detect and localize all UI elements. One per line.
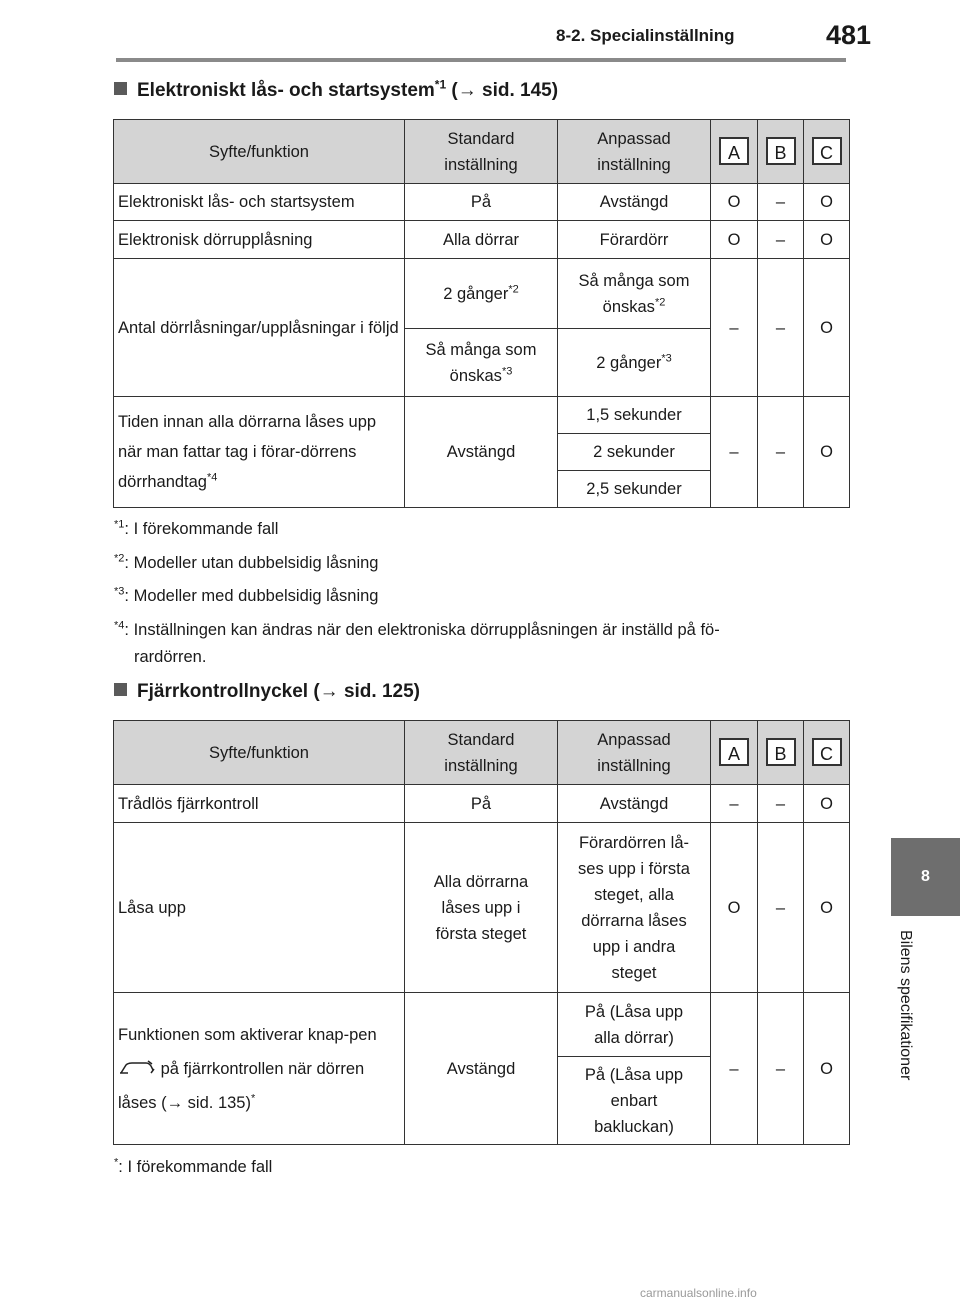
cell-b: – <box>758 993 804 1145</box>
chapter-tab <box>891 838 960 916</box>
col-c <box>804 120 850 184</box>
bullet-square-icon <box>114 683 127 696</box>
watermark: carmanualsonline.info <box>640 1286 757 1300</box>
badge-b: B <box>766 137 796 165</box>
table-row <box>114 823 850 993</box>
col-standard: Standard inställning <box>405 120 558 184</box>
cell-c: O <box>804 993 850 1145</box>
cell-purpose: Elektroniskt lås- och startsystem <box>114 184 405 221</box>
cell-b: – <box>758 397 804 508</box>
cell-standard: Alla dörrarna låses upp i första steget <box>405 823 558 993</box>
col-standard: Standard inställning <box>405 721 558 785</box>
badge-a: A <box>719 738 749 766</box>
bullet-square-icon <box>114 82 127 95</box>
table-row <box>114 993 850 1057</box>
cell-a: – <box>711 397 758 508</box>
cell-purpose: Tiden innan alla dörrarna låses upp när man fattar tag i förar-dörrens dörrhandtag$^{*4}$ <box>114 397 405 508</box>
cell-custom: Avstängd <box>558 184 711 221</box>
cell-b: – <box>758 259 804 397</box>
col-purpose: Syfte/funktion <box>114 120 405 184</box>
cell-purpose: Funktionen som aktiverar knap-pen på fjärrkontrollen när dörren låses (→ sid. 135)* <box>114 993 405 1145</box>
cell-c: O <box>804 397 850 508</box>
footnote: $^{*4}$: Inställningen kan ändras när den elektroniska dörrupplåsningen är inställd på fö- <box>114 619 720 639</box>
chapter-number: 8 <box>921 868 930 885</box>
cell-purpose: Trådlös fjärrkontroll <box>114 785 405 823</box>
footnote: $^{*2}$: Modeller utan dubbelsidig låsning <box>114 552 379 572</box>
table-row <box>114 184 850 221</box>
cell-standard: Avstängd <box>405 397 558 508</box>
cell-c: O <box>804 221 850 259</box>
table-row <box>114 221 850 259</box>
cell-custom: På (Låsa upp enbart bakluckan) <box>558 1057 711 1145</box>
cell-standard: På <box>405 184 558 221</box>
cell-custom: Så många som önskas$^{*2}$ <box>558 259 711 329</box>
cell-custom: Förardörren lå-ses upp i första steget, alla dörrarna låses upp i andra steget <box>558 823 711 993</box>
cell-a: O <box>711 184 758 221</box>
footnote: $^{*1}$: I förekommande fall <box>114 518 279 538</box>
table-row <box>114 397 850 434</box>
cell-c: O <box>804 259 850 397</box>
table-row <box>114 259 850 329</box>
col-b <box>758 120 804 184</box>
col-a <box>711 721 758 785</box>
cell-custom: 2 gånger$^{*3}$ <box>558 329 711 397</box>
cell-custom: Avstängd <box>558 785 711 823</box>
cell-standard: 2 gånger$^{*2}$ <box>405 259 558 329</box>
cell-standard: Alla dörrar <box>405 221 558 259</box>
col-purpose: Syfte/funktion <box>114 721 405 785</box>
trunk-key-icon <box>118 1054 156 1070</box>
col-a <box>711 120 758 184</box>
cell-purpose: Låsa upp <box>114 823 405 993</box>
footnote-continuation: rardörren. <box>134 648 207 666</box>
cell-c: O <box>804 823 850 993</box>
cell-standard: Avstängd <box>405 993 558 1145</box>
table-header-row <box>114 721 850 785</box>
badge-b: B <box>766 738 796 766</box>
cell-a: O <box>711 221 758 259</box>
header-title: 8-2. Specialinställning <box>556 26 735 45</box>
col-custom: Anpassad inställning <box>558 721 711 785</box>
cell-custom: På (Låsa upp alla dörrar) <box>558 993 711 1057</box>
cell-a: – <box>711 259 758 397</box>
cell-standard: Så många som önskas$^{*3}$ <box>405 329 558 397</box>
section1-table <box>113 119 850 508</box>
cell-a: – <box>711 993 758 1145</box>
cell-c: O <box>804 785 850 823</box>
section1-title: Elektroniskt lås- och startsystem$^{*1}$ (→ sid. 145) <box>114 80 558 102</box>
cell-b: – <box>758 221 804 259</box>
badge-c: C <box>812 137 842 165</box>
cell-custom: 1,5 sekunder <box>558 397 711 434</box>
cell-c: O <box>804 184 850 221</box>
col-b <box>758 721 804 785</box>
cell-custom: Förardörr <box>558 221 711 259</box>
header-rule <box>116 58 846 62</box>
table-header-row <box>114 120 850 184</box>
cell-custom: 2 sekunder <box>558 434 711 471</box>
cell-custom: 2,5 sekunder <box>558 471 711 508</box>
cell-purpose: Antal dörrlåsningar/upplåsningar i följd <box>114 259 405 397</box>
footnote: $^{*3}$: Modeller med dubbelsidig låsning <box>114 585 379 605</box>
footnote: *: I förekommande fall <box>114 1156 273 1176</box>
cell-b: – <box>758 823 804 993</box>
cell-a: O <box>711 823 758 993</box>
badge-c: C <box>812 738 842 766</box>
cell-purpose: Elektronisk dörrupplåsning <box>114 221 405 259</box>
page-number: 481 <box>826 20 872 50</box>
cell-b: – <box>758 184 804 221</box>
badge-a: A <box>719 137 749 165</box>
section2-title: Fjärrkontrollnyckel (→ sid. 125) <box>114 681 420 703</box>
chapter-label: Bilens specifikationer <box>897 930 914 1081</box>
cell-b: – <box>758 785 804 823</box>
col-custom: Anpassad inställning <box>558 120 711 184</box>
table-row <box>114 785 850 823</box>
col-c <box>804 721 850 785</box>
section2-table <box>113 720 850 1145</box>
cell-a: – <box>711 785 758 823</box>
cell-standard: På <box>405 785 558 823</box>
